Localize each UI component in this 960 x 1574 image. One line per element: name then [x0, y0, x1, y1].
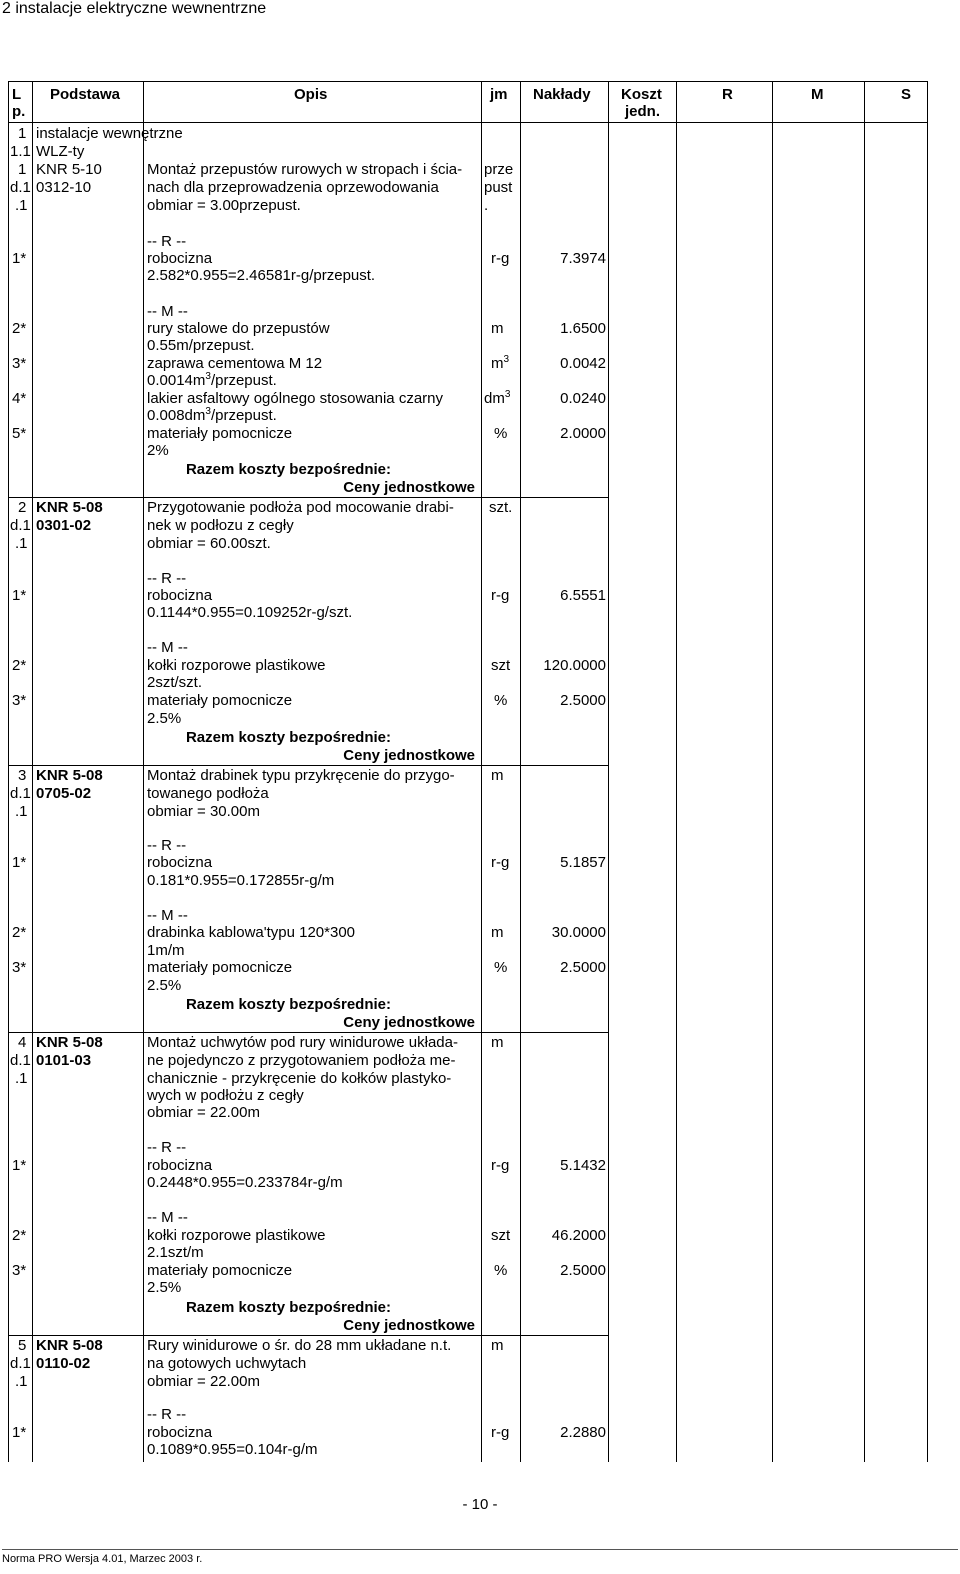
resource-unit: % — [494, 1262, 508, 1279]
resource-name: robocizna — [147, 250, 213, 267]
position-basis: KNR 5-08 — [36, 1337, 103, 1354]
position-basis: 0110-02 — [36, 1355, 91, 1372]
position-number: d.1 — [10, 179, 31, 196]
resource-unit: $dm^3$ — [484, 389, 511, 407]
col-border — [608, 81, 609, 1462]
col-border — [481, 81, 482, 1462]
position-unit: m — [491, 1034, 504, 1051]
resource-name: kołki rozporowe plastikowe — [147, 1227, 326, 1244]
row-separator — [8, 765, 608, 766]
position-unit: . — [484, 197, 489, 214]
resource-name: drabinka kablowa'typu 120*300 — [147, 924, 356, 941]
position-description: na gotowych uchwytach — [147, 1355, 307, 1372]
position-number: .1 — [15, 535, 28, 552]
resource-unit: szt — [491, 1227, 511, 1244]
resource-name: materiały pomocnicze — [147, 425, 293, 442]
col-border — [520, 81, 521, 1462]
resource-amount: 7.3974 — [560, 250, 606, 267]
col-header-jm: jm — [490, 86, 508, 103]
col-border — [927, 81, 928, 1462]
resource-calc: $0.008dm^3$/przepust. — [147, 406, 277, 424]
resource-calc: $0.0014m^3$/przepust. — [147, 371, 277, 389]
resource-amount: 5.1857 — [560, 854, 606, 871]
col-border — [676, 81, 677, 1462]
resource-amount: 1.6500 — [560, 320, 606, 337]
row-separator — [8, 1335, 608, 1336]
resource-amount: 120.0000 — [543, 657, 606, 674]
resource-unit: $m^3$ — [491, 354, 510, 372]
table-top-border — [8, 81, 927, 82]
resource-lp: 3* — [12, 355, 27, 372]
resource-lp: 2* — [12, 657, 27, 674]
resource-calc: 2% — [147, 442, 169, 459]
position-description: Rury winidurowe o śr. do 28 mm układane n.t. — [147, 1337, 452, 1354]
section-title: WLZ-ty — [36, 143, 85, 160]
resource-calc: 0.55m/przepust. — [147, 337, 255, 354]
resource-lp: 3* — [12, 692, 27, 709]
position-description: obmiar = 22.00m — [147, 1373, 260, 1390]
resource-unit: r-g — [491, 250, 510, 267]
resource-name: robocizna — [147, 854, 213, 871]
resource-calc: 1m/m — [147, 942, 185, 959]
col-header-koszt: jedn. — [625, 103, 661, 120]
section-title: instalacje wewnętrzne — [36, 125, 183, 142]
resource-amount: 2.5000 — [560, 959, 606, 976]
position-description: wych w podłożu z cegły — [147, 1087, 304, 1104]
resource-name: materiały pomocnicze — [147, 692, 293, 709]
material-header: -- M -- — [147, 303, 188, 320]
direct-costs-label: Razem koszty bezpośrednie: — [185, 461, 391, 478]
position-description: nek w podłozu z cegły — [147, 517, 294, 534]
resource-unit: m — [491, 320, 504, 337]
resource-amount: 2.5000 — [560, 692, 606, 709]
position-unit: m — [491, 767, 504, 784]
position-number: .1 — [15, 197, 28, 214]
resource-amount: 0.0240 — [560, 390, 606, 407]
position-number: d.1 — [10, 1355, 31, 1372]
resource-amount: 2.2880 — [560, 1424, 606, 1441]
resource-name: rury stalowe do przepustów — [147, 320, 330, 337]
position-number: 1 — [18, 161, 27, 178]
resource-calc: 0.2448*0.955=0.233784r-g/m — [147, 1174, 343, 1191]
resource-name: materiały pomocnicze — [147, 1262, 293, 1279]
position-description: obmiar = 60.00szt. — [147, 535, 271, 552]
resource-amount: 0.0042 — [560, 355, 606, 372]
position-unit: prze — [484, 161, 514, 178]
position-basis: 0705-02 — [36, 785, 92, 802]
resource-name: robocizna — [147, 1424, 213, 1441]
resource-calc: 2.5% — [147, 710, 182, 727]
labor-header: -- R -- — [147, 1139, 187, 1156]
resource-lp: 5* — [12, 425, 27, 442]
position-description: obmiar = 22.00m — [147, 1104, 260, 1121]
col-header-lp: L — [12, 86, 22, 103]
resource-lp: 1* — [12, 587, 27, 604]
position-description: nach dla przeprowadzenia oprzewodowania — [147, 179, 439, 196]
header-bottom-border — [8, 122, 927, 123]
resource-amount: 30.0000 — [551, 924, 606, 941]
position-basis: KNR 5-10 — [36, 161, 102, 178]
direct-costs-label: Razem koszty bezpośrednie: — [185, 996, 391, 1013]
resource-lp: 2* — [12, 924, 27, 941]
position-unit: szt. — [489, 499, 513, 516]
col-header-naklady: Nakłady — [533, 86, 591, 103]
resource-lp: 1* — [12, 854, 27, 871]
col-header-m: M — [811, 86, 824, 103]
col-header-koszt: Koszt — [621, 86, 662, 103]
resource-lp: 1* — [12, 1424, 27, 1441]
resource-unit: r-g — [491, 1157, 510, 1174]
position-description: towanego podłoża — [147, 785, 269, 802]
resource-lp: 4* — [12, 390, 27, 407]
col-border — [32, 81, 33, 1462]
footer-divider — [2, 1549, 958, 1550]
resource-name: robocizna — [147, 587, 213, 604]
position-basis: KNR 5-08 — [36, 1034, 103, 1051]
resource-lp: 1* — [12, 1157, 27, 1174]
section-number: 1.1 — [10, 143, 31, 160]
col-border — [864, 81, 865, 1462]
position-number: .1 — [15, 803, 28, 820]
resource-calc: 0.1144*0.955=0.109252r-g/szt. — [147, 604, 353, 621]
labor-header: -- R -- — [147, 233, 187, 250]
resource-amount: 2.0000 — [560, 425, 606, 442]
resource-lp: 2* — [12, 320, 27, 337]
direct-costs-label: Razem koszty bezpośrednie: — [185, 1299, 391, 1316]
resource-name: lakier asfaltowy ogólnego stosowania czarny — [147, 390, 443, 407]
position-description: ne pojedynczo z przygotowaniem podłoża me- — [147, 1052, 456, 1069]
resource-amount: 5.1432 — [560, 1157, 606, 1174]
position-description: obmiar = 3.00przepust. — [147, 197, 301, 214]
resource-lp: 2* — [12, 1227, 27, 1244]
row-separator — [8, 1032, 608, 1033]
resource-name: materiały pomocnicze — [147, 959, 293, 976]
col-border — [8, 81, 9, 1462]
labor-header: -- R -- — [147, 570, 187, 587]
row-separator — [8, 497, 608, 498]
resource-unit: r-g — [491, 854, 510, 871]
resource-amount: 6.5551 — [560, 587, 606, 604]
resource-calc: 0.181*0.955=0.172855r-g/m — [147, 872, 335, 889]
position-number: d.1 — [10, 785, 31, 802]
position-unit: m — [491, 1337, 504, 1354]
unit-prices-label: Ceny jednostkowe — [343, 747, 475, 764]
unit-prices-label: Ceny jednostkowe — [343, 1317, 475, 1334]
resource-lp: 3* — [12, 1262, 27, 1279]
position-number: .1 — [15, 1373, 28, 1390]
resource-unit: % — [494, 425, 508, 442]
resource-unit: r-g — [491, 587, 510, 604]
position-description: Przygotowanie podłoża pod mocowanie drabi- — [147, 499, 454, 516]
resource-calc: 2.5% — [147, 1279, 182, 1296]
resource-calc: 2.5% — [147, 977, 182, 994]
position-basis: KNR 5-08 — [36, 499, 103, 516]
resource-calc: 2szt/szt. — [147, 674, 203, 691]
unit-prices-label: Ceny jednostkowe — [343, 1014, 475, 1031]
material-header: -- M -- — [147, 907, 188, 924]
footer-text: Norma PRO Wersja 4.01, Marzec 2003 r. — [2, 1553, 203, 1565]
position-number: 4 — [18, 1034, 27, 1051]
labor-header: -- R -- — [147, 1406, 187, 1423]
unit-prices-label: Ceny jednostkowe — [343, 479, 475, 496]
resource-unit: m — [491, 924, 504, 941]
position-description: chanicznie - przykręcenie do kołków plastyko- — [147, 1070, 452, 1087]
resource-name: zaprawa cementowa M 12 — [147, 355, 323, 372]
position-number: d.1 — [10, 1052, 31, 1069]
position-basis: 0101-03 — [36, 1052, 92, 1069]
position-description: obmiar = 30.00m — [147, 803, 260, 820]
position-number: d.1 — [10, 517, 31, 534]
position-number: .1 — [15, 1070, 28, 1087]
resource-unit: % — [494, 692, 508, 709]
page-header: 2 instalacje elektryczne wewnentrzne — [2, 0, 267, 17]
labor-header: -- R -- — [147, 837, 187, 854]
col-header-podstawa: Podstawa — [50, 86, 121, 103]
position-description: Montaż uchwytów pod rury winidurowe układa- — [147, 1034, 458, 1051]
resource-calc: 2.582*0.955=2.46581r-g/przepust. — [147, 267, 376, 284]
col-border — [143, 81, 144, 1462]
col-header-r: R — [722, 86, 733, 103]
position-description: Montaż przepustów rurowych w stropach i ścia- — [147, 161, 463, 178]
resource-name: kołki rozporowe plastikowe — [147, 657, 326, 674]
section-number: 1 — [18, 125, 27, 142]
position-basis: 0312-10 — [36, 179, 92, 196]
material-header: -- M -- — [147, 639, 188, 656]
col-border — [772, 81, 773, 1462]
resource-unit: % — [494, 959, 508, 976]
position-basis: 0301-02 — [36, 517, 92, 534]
resource-lp: 1* — [12, 250, 27, 267]
col-header-lp: p. — [12, 103, 26, 120]
position-number: 2 — [18, 499, 27, 516]
col-header-opis: Opis — [294, 86, 328, 103]
resource-name: robocizna — [147, 1157, 213, 1174]
resource-amount: 2.5000 — [560, 1262, 606, 1279]
resource-unit: r-g — [491, 1424, 510, 1441]
position-basis: KNR 5-08 — [36, 767, 103, 784]
resource-unit: szt — [491, 657, 511, 674]
direct-costs-label: Razem koszty bezpośrednie: — [185, 729, 391, 746]
material-header: -- M -- — [147, 1209, 188, 1226]
resource-lp: 3* — [12, 959, 27, 976]
col-header-s: S — [901, 86, 912, 103]
position-unit: pust — [484, 179, 513, 196]
resource-calc: 0.1089*0.955=0.104r-g/m — [147, 1441, 318, 1458]
page-number: - 10 - — [462, 1496, 498, 1513]
resource-calc: 2.1szt/m — [147, 1244, 204, 1261]
position-description: Montaż drabinek typu przykręcenie do przygo- — [147, 767, 455, 784]
resource-amount: 46.2000 — [551, 1227, 606, 1244]
position-number: 3 — [18, 767, 27, 784]
position-number: 5 — [18, 1337, 27, 1354]
